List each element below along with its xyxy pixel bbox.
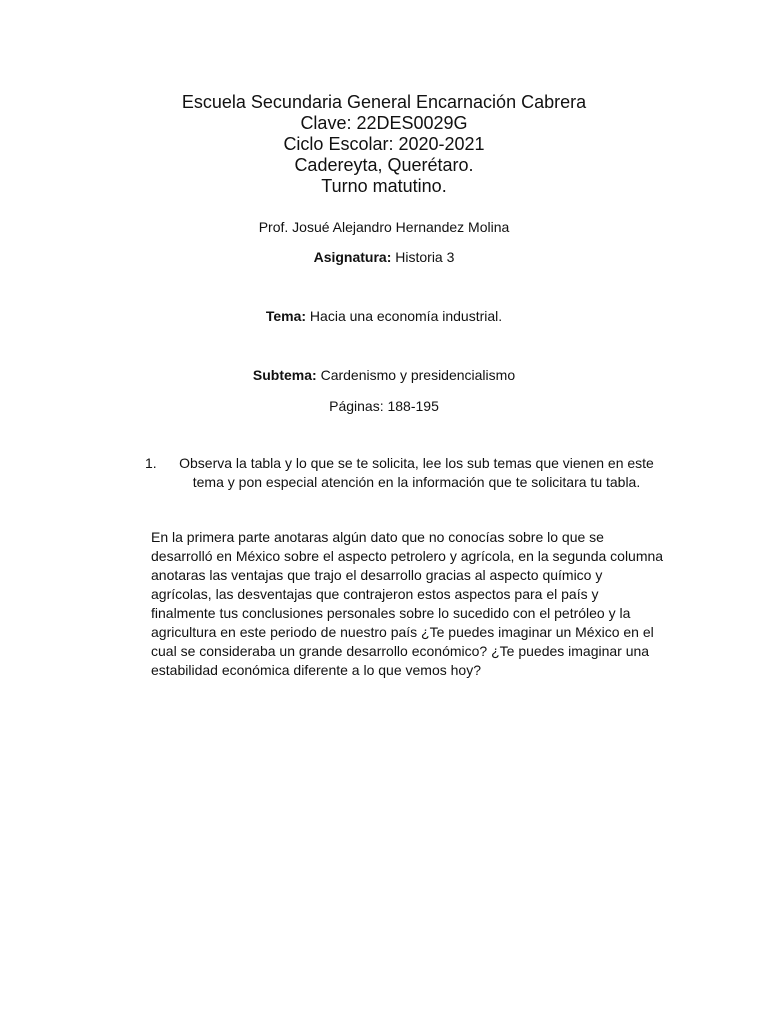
subject-line — [0, 248, 768, 266]
school-shift: Turno matutino. — [321, 176, 447, 196]
instruction-text: Observa la tabla y lo que se te solicita, lee los sub temas que vienen en este tema y pon especial atención en la información que te solicitara tu tabla. — [179, 455, 654, 490]
document-header — [0, 92, 768, 197]
school-location: Cadereyta, Querétaro. — [294, 155, 474, 175]
teacher-name: Prof. Josué Alejandro Hernandez Molina — [258, 219, 510, 235]
pages-line: Páginas: 188-195 — [329, 398, 439, 414]
instruction-paragraph: En la primera parte anotaras algún dato que no conocías sobre lo que se desarrolló en México sobre el aspecto petrolero y agrícola, en la segunda columna anotaras las ventajas que trajo el desarrollo gracias al aspecto químico y agrícolas, las desventajas que contrajeron estos aspectos para el país y finalmente tus conclusiones personales sobre lo sucedido con el petróleo y la agricultura en este periodo de nuestro país ¿Te puedes imaginar un México en el cual se consideraba un grande desarrollo económico? ¿Te puedes imaginar una estabilidad económica diferente a lo que vemos hoy? — [151, 529, 664, 678]
topic-value: Hacia una economía industrial. — [306, 308, 503, 324]
instruction-number: 1. — [145, 455, 157, 471]
subject-label: Asignatura: — [313, 249, 392, 265]
instruction-item — [145, 454, 665, 492]
school-name: Escuela Secundaria General Encarnación Cabrera — [181, 92, 587, 112]
subtopic-value: Cardenismo y presidencialismo — [316, 367, 516, 383]
topic-line — [0, 307, 768, 325]
subtopic-line — [0, 366, 768, 384]
subtopic-label: Subtema: — [252, 367, 317, 383]
subject-value: Historia 3 — [391, 249, 455, 265]
school-year: Ciclo Escolar: 2020-2021 — [283, 134, 485, 154]
school-code: Clave: 22DES0029G — [300, 113, 468, 133]
topic-label: Tema: — [265, 308, 307, 324]
